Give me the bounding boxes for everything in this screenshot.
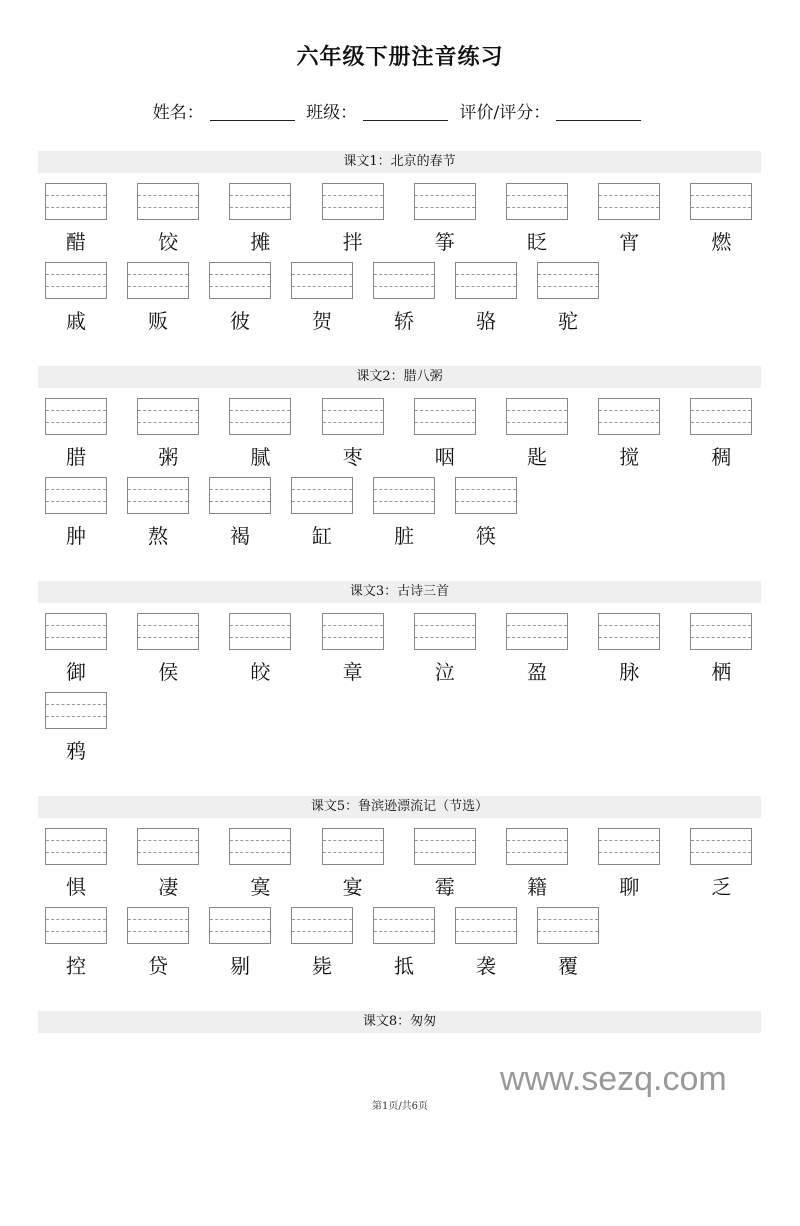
- pinyin-item: [229, 613, 291, 685]
- pinyin-writing-box[interactable]: [506, 398, 568, 435]
- pinyin-item: [373, 262, 435, 334]
- pinyin-writing-box[interactable]: [537, 907, 599, 944]
- pinyin-item: [455, 907, 517, 979]
- hanzi-character: 侯: [158, 660, 179, 684]
- pinyin-writing-box[interactable]: [45, 183, 107, 220]
- hanzi-character: 宵: [619, 230, 640, 254]
- pinyin-writing-box[interactable]: [209, 477, 271, 514]
- hanzi-character: 搅: [619, 445, 640, 469]
- hanzi-character: 乏: [711, 875, 732, 899]
- pinyin-item: [414, 398, 476, 470]
- pinyin-item: [690, 398, 752, 470]
- pinyin-writing-box[interactable]: [229, 398, 291, 435]
- pinyin-writing-box[interactable]: [455, 907, 517, 944]
- hanzi-character: 骆: [476, 309, 496, 333]
- pinyin-item: [45, 398, 107, 470]
- pinyin-writing-box[interactable]: [598, 613, 660, 650]
- pinyin-item: [45, 183, 107, 255]
- section-heading: 课文3：古诗三首: [38, 581, 761, 603]
- pinyin-item: [506, 183, 568, 255]
- pinyin-item: [291, 477, 353, 549]
- pinyin-item: [414, 613, 476, 685]
- score-blank[interactable]: [556, 120, 641, 121]
- pinyin-writing-box[interactable]: [322, 613, 384, 650]
- hanzi-character: 饺: [158, 230, 179, 254]
- pinyin-writing-box[interactable]: [455, 477, 517, 514]
- pinyin-item: [373, 477, 435, 549]
- pinyin-writing-box[interactable]: [291, 907, 353, 944]
- hanzi-character: 御: [66, 660, 86, 684]
- character-row: [38, 398, 761, 477]
- name-blank[interactable]: [210, 120, 295, 121]
- hanzi-character: 袭: [476, 954, 496, 978]
- pinyin-item: [127, 907, 189, 979]
- lesson-section: [38, 1011, 761, 1226]
- pinyin-item: [690, 183, 752, 255]
- pinyin-writing-box[interactable]: [291, 262, 353, 299]
- class-blank[interactable]: [363, 120, 448, 121]
- pinyin-writing-box[interactable]: [598, 183, 660, 220]
- pinyin-item: [690, 613, 752, 685]
- character-row: [38, 183, 761, 262]
- lesson-section: [38, 151, 761, 366]
- section-heading: 课文2：腊八粥: [38, 366, 761, 388]
- hanzi-character: 贩: [148, 309, 168, 333]
- pinyin-writing-box[interactable]: [414, 398, 476, 435]
- pinyin-item: [137, 183, 199, 255]
- hanzi-character: 控: [66, 954, 86, 978]
- pinyin-writing-box[interactable]: [137, 398, 199, 435]
- hanzi-character: 霉: [434, 875, 455, 899]
- pinyin-item: [322, 183, 384, 255]
- pinyin-item: [322, 828, 384, 900]
- pinyin-writing-box[interactable]: [45, 692, 107, 729]
- hanzi-character: 醋: [66, 230, 86, 254]
- pinyin-item: [137, 828, 199, 900]
- hanzi-character: 摊: [250, 230, 271, 254]
- section-heading: 课文1：北京的春节: [38, 151, 761, 173]
- pinyin-writing-box[interactable]: [45, 398, 107, 435]
- pinyin-writing-box[interactable]: [598, 398, 660, 435]
- pinyin-item: [229, 398, 291, 470]
- pinyin-writing-box[interactable]: [414, 828, 476, 865]
- pinyin-item: [291, 907, 353, 979]
- pinyin-item: [209, 262, 271, 334]
- pinyin-writing-box[interactable]: [45, 907, 107, 944]
- pinyin-item: [45, 477, 107, 549]
- hanzi-character: 粥: [158, 445, 179, 469]
- pinyin-writing-box[interactable]: [127, 262, 189, 299]
- hanzi-character: 匙: [527, 445, 547, 469]
- pinyin-writing-box[interactable]: [690, 613, 752, 650]
- pinyin-item: [598, 183, 660, 255]
- pinyin-writing-box[interactable]: [322, 398, 384, 435]
- pinyin-item: [598, 828, 660, 900]
- hanzi-character: 贷: [148, 954, 168, 978]
- lesson-section: [38, 366, 761, 581]
- pinyin-item: [127, 477, 189, 549]
- pinyin-writing-box[interactable]: [229, 183, 291, 220]
- hanzi-character: 轿: [394, 309, 414, 333]
- pinyin-writing-box[interactable]: [45, 262, 107, 299]
- hanzi-character: 腊: [66, 445, 86, 469]
- hanzi-character: 栖: [711, 660, 732, 684]
- hanzi-character: 燃: [711, 230, 732, 254]
- pinyin-writing-box[interactable]: [537, 262, 599, 299]
- pinyin-item: [322, 613, 384, 685]
- hanzi-character: 覆: [558, 954, 578, 978]
- class-label: 班级：: [306, 103, 358, 123]
- hanzi-character: 熬: [148, 524, 168, 548]
- pinyin-writing-box[interactable]: [137, 828, 199, 865]
- hanzi-character: 驼: [558, 309, 578, 333]
- score-label: 评价/评分：: [459, 103, 551, 123]
- pinyin-item: [506, 398, 568, 470]
- pinyin-writing-box[interactable]: [506, 613, 568, 650]
- pinyin-item: [229, 828, 291, 900]
- pinyin-item: [45, 262, 107, 334]
- watermark: www.sezq.com: [500, 1060, 727, 1098]
- hanzi-character: 毙: [312, 954, 332, 978]
- character-row: [38, 907, 761, 986]
- pinyin-item: [537, 907, 599, 979]
- hanzi-character: 章: [342, 660, 363, 684]
- pinyin-item: [414, 183, 476, 255]
- pinyin-writing-box[interactable]: [322, 183, 384, 220]
- hanzi-character: 泣: [434, 660, 455, 684]
- pinyin-item: [137, 613, 199, 685]
- hanzi-character: 眨: [527, 230, 547, 254]
- pinyin-writing-box[interactable]: [45, 477, 107, 514]
- hanzi-character: 拌: [342, 230, 363, 254]
- pinyin-writing-box[interactable]: [373, 262, 435, 299]
- character-row: [38, 613, 761, 692]
- pinyin-writing-box[interactable]: [137, 183, 199, 220]
- pinyin-writing-box[interactable]: [690, 398, 752, 435]
- hanzi-character: 皎: [250, 660, 271, 684]
- pinyin-writing-box[interactable]: [229, 613, 291, 650]
- hanzi-character: 稠: [711, 445, 732, 469]
- hanzi-character: 鸦: [66, 739, 86, 763]
- lesson-section: [38, 581, 761, 796]
- pinyin-writing-box[interactable]: [291, 477, 353, 514]
- pinyin-writing-box[interactable]: [45, 828, 107, 865]
- hanzi-character: 籍: [527, 875, 547, 899]
- pinyin-item: [690, 828, 752, 900]
- section-heading: 课文8：匆匆: [38, 1011, 761, 1033]
- pinyin-item: [45, 692, 107, 764]
- page-title: 六年级下册注音练习: [296, 44, 504, 70]
- hanzi-character: 剔: [230, 954, 250, 978]
- pinyin-writing-box[interactable]: [690, 828, 752, 865]
- hanzi-character: 筷: [476, 524, 496, 548]
- hanzi-character: 脏: [394, 524, 414, 548]
- pinyin-writing-box[interactable]: [414, 613, 476, 650]
- hanzi-character: 惧: [66, 875, 86, 899]
- hanzi-character: 咽: [434, 445, 455, 469]
- pinyin-item: [127, 262, 189, 334]
- hanzi-character: 缸: [312, 524, 332, 548]
- pinyin-item: [45, 828, 107, 900]
- hanzi-character: 筝: [434, 230, 455, 254]
- pinyin-writing-box[interactable]: [209, 907, 271, 944]
- hanzi-character: 寞: [250, 875, 271, 899]
- pinyin-item: [373, 907, 435, 979]
- lesson-section: [38, 796, 761, 1011]
- pinyin-writing-box[interactable]: [506, 183, 568, 220]
- pinyin-writing-box[interactable]: [45, 613, 107, 650]
- pinyin-item: [414, 828, 476, 900]
- character-row: [38, 262, 761, 341]
- hanzi-character: 戚: [66, 309, 86, 333]
- pinyin-item: [598, 398, 660, 470]
- pinyin-item: [537, 262, 599, 334]
- pinyin-writing-box[interactable]: [127, 907, 189, 944]
- pinyin-writing-box[interactable]: [322, 828, 384, 865]
- pinyin-item: [506, 613, 568, 685]
- pinyin-writing-box[interactable]: [373, 477, 435, 514]
- character-row: [38, 477, 761, 556]
- pinyin-item: [598, 613, 660, 685]
- pinyin-writing-box[interactable]: [690, 183, 752, 220]
- pinyin-writing-box[interactable]: [229, 828, 291, 865]
- hanzi-character: 枣: [342, 445, 363, 469]
- hanzi-character: 腻: [250, 445, 271, 469]
- hanzi-character: 宴: [342, 875, 363, 899]
- hanzi-character: 脉: [619, 660, 640, 684]
- character-row: [38, 828, 761, 907]
- pinyin-item: [137, 398, 199, 470]
- pinyin-item: [45, 613, 107, 685]
- pinyin-item: [209, 907, 271, 979]
- section-heading: 课文5：鲁滨逊漂流记（节选）: [38, 796, 761, 818]
- pinyin-writing-box[interactable]: [373, 907, 435, 944]
- pinyin-writing-box[interactable]: [137, 613, 199, 650]
- pinyin-writing-box[interactable]: [414, 183, 476, 220]
- pinyin-item: [455, 477, 517, 549]
- pinyin-item: [455, 262, 517, 334]
- pinyin-item: [506, 828, 568, 900]
- name-label: 姓名：: [152, 103, 204, 123]
- pinyin-writing-box[interactable]: [506, 828, 568, 865]
- hanzi-character: 彼: [230, 309, 250, 333]
- pinyin-item: [322, 398, 384, 470]
- pinyin-item: [209, 477, 271, 549]
- pinyin-writing-box[interactable]: [598, 828, 660, 865]
- student-info-line: [0, 98, 800, 123]
- pinyin-writing-box[interactable]: [127, 477, 189, 514]
- pinyin-writing-box[interactable]: [455, 262, 517, 299]
- pinyin-writing-box[interactable]: [209, 262, 271, 299]
- hanzi-character: 盈: [527, 660, 547, 684]
- hanzi-character: 抵: [394, 954, 414, 978]
- hanzi-character: 贺: [312, 309, 332, 333]
- page-number: 第1页/共6页: [371, 1101, 429, 1112]
- pinyin-item: [45, 907, 107, 979]
- pinyin-item: [291, 262, 353, 334]
- pinyin-item: [229, 183, 291, 255]
- hanzi-character: 肿: [66, 524, 86, 548]
- hanzi-character: 聊: [619, 875, 640, 899]
- hanzi-character: 褐: [230, 524, 250, 548]
- hanzi-character: 凄: [158, 875, 179, 899]
- character-row: [38, 692, 761, 771]
